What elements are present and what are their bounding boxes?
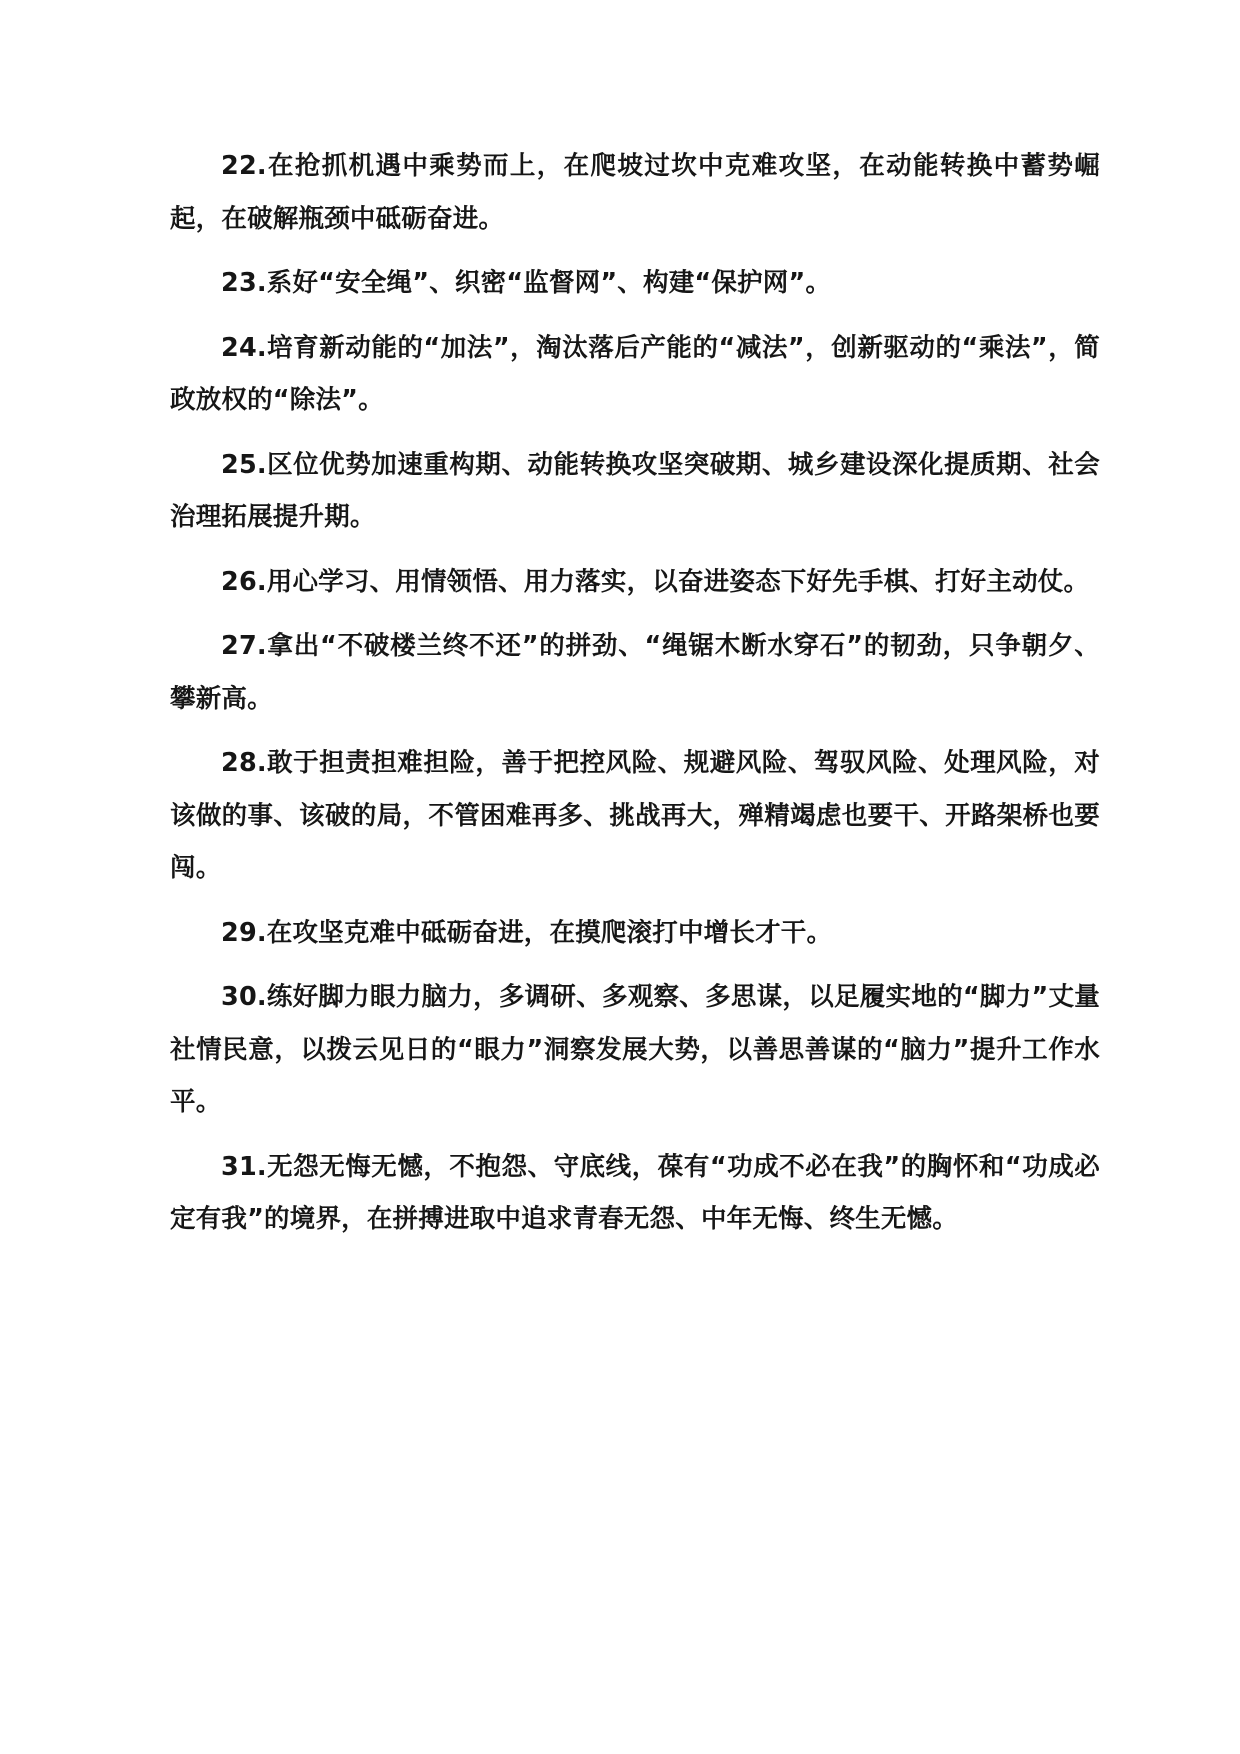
paragraph: 29.在攻坚克难中砥砺奋进，在摸爬滚打中增长才干。 bbox=[221, 917, 833, 948]
paragraph: 22.在抢抓机遇中乘势而上，在爬坡过坎中克难攻坚，在动能转换中蓄势崛起，在破解瓶颈中砥砺奋进。 bbox=[170, 151, 1100, 234]
paragraph: 25.区位优势加速重构期、动能转换攻坚突破期、城乡建设深化提质期、社会治理拓展提升期。 bbox=[170, 449, 1100, 533]
paragraph: 24.培育新动能的“加法”，淘汰落后产能的“减法”，创新驱动的“乘法”，简政放权的“除法”。 bbox=[170, 332, 1100, 416]
document-body bbox=[170, 140, 1100, 1246]
paragraph: 31.无怨无悔无憾，不抱怨、守底线，葆有“功成不必在我”的胸怀和“功成必定有我”的境界，在拼搏进取中追求青春无怨、中年无悔、终生无憾。 bbox=[170, 1151, 1100, 1235]
paragraph: 27.拿出“不破楼兰终不还”的拼劲、“绳锯木断水穿石”的韧劲，只争朝夕、攀新高。 bbox=[170, 631, 1100, 714]
paragraph: 23.系好“安全绳”、织密“监督网”、构建“保护网”。 bbox=[221, 268, 832, 299]
paragraph: 30.练好脚力眼力脑力，多调研、多观察、多思谋，以足履实地的“脚力”丈量社情民意，以拨云见日的“眼力”洞察发展大势，以善思善谋的“脑力”提升工作水平。 bbox=[170, 982, 1100, 1118]
paragraph: 26.用心学习、用情领悟、用力落实，以奋进姿态下好先手棋、打好主动仗。 bbox=[221, 566, 1090, 597]
paragraph: 28.敢于担责担难担险，善于把控风险、规避风险、驾驭风险、处理风险，对该做的事、该破的局，不管困难再多、挑战再大，殚精竭虑也要干、开路架桥也要闯。 bbox=[170, 748, 1100, 884]
